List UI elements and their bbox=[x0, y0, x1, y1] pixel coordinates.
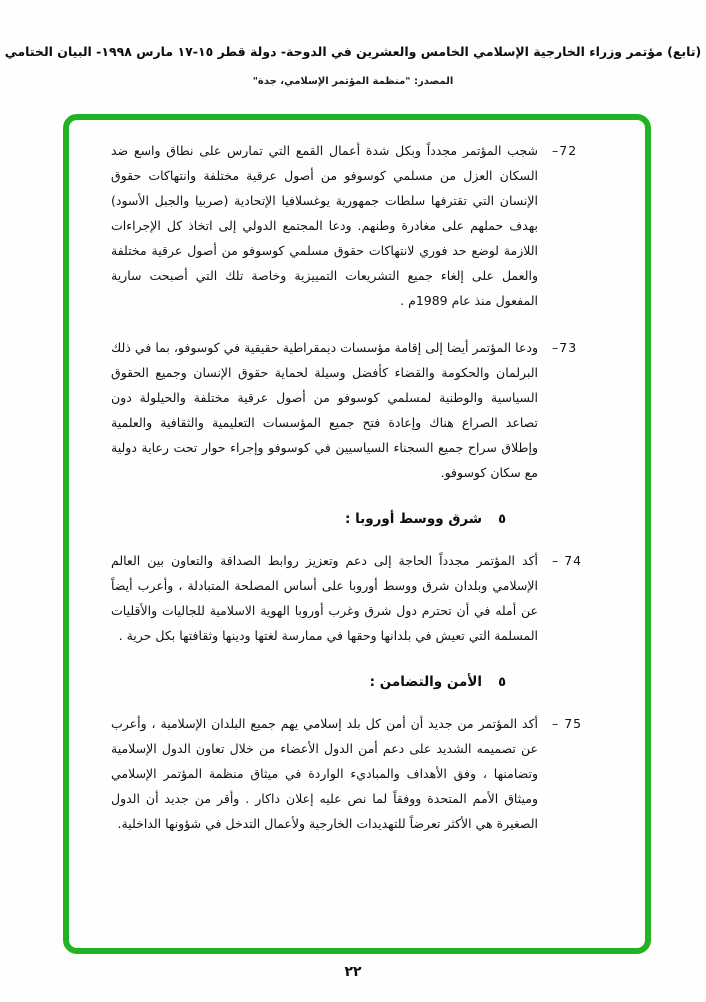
numbered-paragraph bbox=[111, 548, 583, 648]
document-header-title: (تابع) مؤتمر وزراء الخارجية الإسلامي الخامس والعشرين في الدوحة- دولة قطر ١٥-١٧ مارس ١٩٩٨- البيان الختامي bbox=[4, 44, 702, 59]
page-number: ٢٢ bbox=[344, 964, 362, 980]
content-frame bbox=[63, 114, 651, 954]
paragraph-number: –73 bbox=[552, 340, 578, 355]
content-area bbox=[69, 120, 645, 948]
paragraph-text: شجب المؤتمر مجدداً وبكل شدة أعمال القمع التي تمارس على نطاق واسع ضد السكان العزل من مسلمي كوسوفو من أصول عرقية مختلفة وانتهاكات حقوق الإنسان التي تقترفها سلطات جمهورية يوغسلافيا الإتحادية (صربيا والجبل الأسود) بهدف حملهم على مغادرة وطنهم. ودعا المجتمع الدولي إلى اتخاذ كل الإجراءات اللازمة لوضع حد فوري لانتهاكات حقوق مسلمي كوسوفو من أصول عرقية مختلفة والعمل على إلغاء جميع التشريعات التمييزية وخاصة تلك التي أصبحت سارية المفعول منذ عام 1989م . bbox=[111, 143, 538, 308]
paragraph-text: ودعا المؤتمر أيضا إلى إقامة مؤسسات ديمقراطية حقيقية في كوسوفو، بما في ذلك البرلمان والحكومة والقضاء كأفضل وسيلة لحماية حقوق الإنسان وجميع الحقوق السياسية والوطنية لمسلمي كوسوفو من أصول عرقية مختلفة والحيلولة دون تصاعد الصراع هناك وإعادة فتح جميع المؤسسات التعليمية والثقافية والعلمية وإطلاق سراح جميع السجناء السياسيين في كوسوفو وإجراء حوار تحت رعاية دولية مع سكان كوسوفو. bbox=[111, 340, 538, 480]
paragraph-number: – 74 bbox=[552, 553, 583, 568]
section-heading bbox=[111, 507, 506, 532]
bullet-icon: ٥ bbox=[498, 675, 506, 690]
numbered-paragraph bbox=[111, 711, 583, 836]
paragraph-number: –72 bbox=[552, 143, 578, 158]
paragraph-text: أكد المؤتمر مجدداً الحاجة إلى دعم وتعزيز روابط الصداقة والتعاون بين العالم الإسلامي وبلدان شرق ووسط أوروبا على أساس المصلحة المتبادلة ، وأعرب أيضاً عن أمله في أن تحترم دول شرق وغرب أوروبا الهوية الاسلامية للجاليات والأقليات المسلمة التي تعيش في بلدانها وحقها في ممارسة لغتها ودينها وثقافتها بكل حرية . bbox=[111, 553, 538, 643]
section-heading-text: الأمن والتضامن : bbox=[369, 674, 483, 690]
source-line: المصدر: "منظمة المؤتمر الإسلامي، جدة" bbox=[252, 76, 454, 87]
numbered-paragraph bbox=[111, 335, 578, 485]
section-heading bbox=[111, 670, 506, 695]
numbered-paragraph bbox=[111, 138, 578, 313]
bullet-icon: ٥ bbox=[498, 512, 506, 527]
paragraph-text: أكد المؤتمر من جديد أن أمن كل بلد إسلامي يهم جميع البلدان الإسلامية ، وأعرب عن تصميمه الشديد على دعم أمن الدول الأعضاء من خلال تعاون الدول الإسلامية وتضامنها ، وفق الأهداف والمباديء الواردة في ميثاق منظمة المؤتمر الإسلامي وميثاق الأمم المتحدة ووفقاً لما نص عليه إعلان داكار . وأقر من جديد أن الدول الصغيرة هي الأكثر تعرضاً للتهديدات الخارجية ولأعمال التدخل في شؤونها الداخلية. bbox=[111, 716, 538, 831]
paragraph-number: – 75 bbox=[552, 716, 583, 731]
section-heading-text: شرق ووسط أوروبا : bbox=[344, 511, 483, 527]
